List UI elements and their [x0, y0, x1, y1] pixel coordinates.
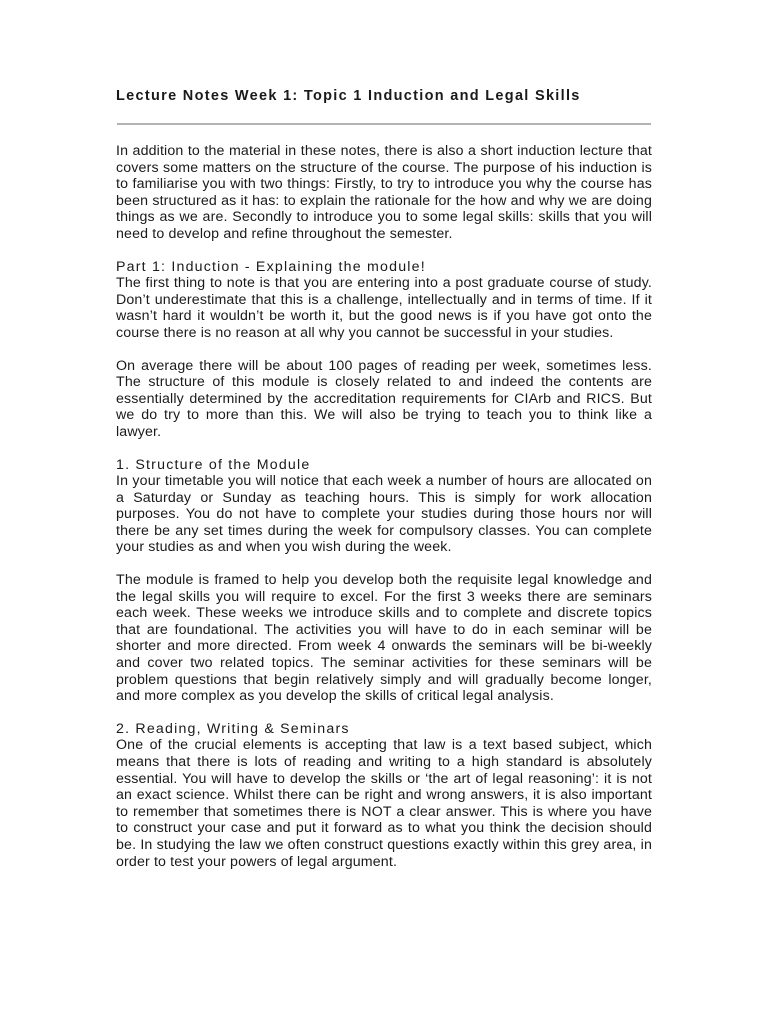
section2 [116, 721, 652, 870]
section2-block [116, 721, 652, 870]
part1-paragraph-2: On average there will be about 100 pages of reading per week, sometimes less. The structure of this module is closely related to and indeed the contents are essentially determined by the accreditation requirements for CIArb and RICS. But we do try to more than this. We will also be trying to teach you to think like a lawyer. [116, 357, 652, 440]
section1-heading: 1. Structure of the Module [116, 456, 311, 473]
part1-block [116, 259, 652, 342]
document-title: Lecture Notes Week 1: Topic 1 Induction and Legal Skills [116, 88, 581, 104]
part1-section [116, 259, 652, 342]
part1-heading: Part 1: Induction - Explaining the module! [116, 258, 426, 275]
intro-paragraph: In addition to the material in these notes, there is also a short induction lecture that covers some matters on the structure of the course. The purpose of his induction is to familiarise you with two things: Firstly, to try to introduce you why the course has been structured as it has: to explain the rationale for the how and why we are doing things as we are. Secondly to introduce you to some legal skills: skills that you will need to develop and refine throughout the semester. [116, 143, 652, 242]
title-divider [117, 123, 651, 125]
document-body [116, 143, 652, 870]
section1-paragraph-1: In your timetable you will notice that each week a number of hours are allocated on a Saturday or Sunday as teaching hours. This is simply for work allocation purposes. You do not have to complete your studies during those hours nor will there be any set times during the week for compulsory classes. You can complete your studies as and when you wish during the week. [116, 473, 652, 556]
section1-block [116, 457, 652, 557]
section2-heading: 2. Reading, Writing & Seminars [116, 720, 350, 737]
part1-paragraph-1: The first thing to note is that you are entering into a post graduate course of study. Don’t underestimate that this is a challenge, intellectually and in terms of time. If it wasn’t hard it wouldn’t be worth it, but the good news is if you have got onto the course there is no reason at all why you cannot be successful in your studies. [116, 275, 652, 341]
section1-paragraph-2: The module is framed to help you develop both the requisite legal knowledge and the legal skills you will require to excel. For the first 3 weeks there are seminars each week. These weeks we introduce skills and to complete and discrete topics that are foundational. The activities you will have to do in each seminar will be shorter and more directed. From week 4 onwards the seminars will be bi-weekly and cover two related topics. The seminar activities for these seminars will be problem questions that begin relatively simply and will gradually become longer, and more complex as you develop the skills of critical legal analysis. [116, 572, 652, 705]
section1 [116, 457, 652, 557]
section2-paragraph-1: One of the crucial elements is accepting that law is a text based subject, which means that there is lots of reading and writing to a high standard is absolutely essential. You will have to develop the skills or ‘the art of legal reasoning’: it is not an exact science. Whilst there can be right and wrong answers, it is also important to remember that sometimes there is NOT a clear answer. This is where you have to construct your case and put it forward as to what you think the decision should be. In studying the law we often construct questions exactly within this grey area, in order to test your powers of legal argument. [116, 737, 652, 870]
